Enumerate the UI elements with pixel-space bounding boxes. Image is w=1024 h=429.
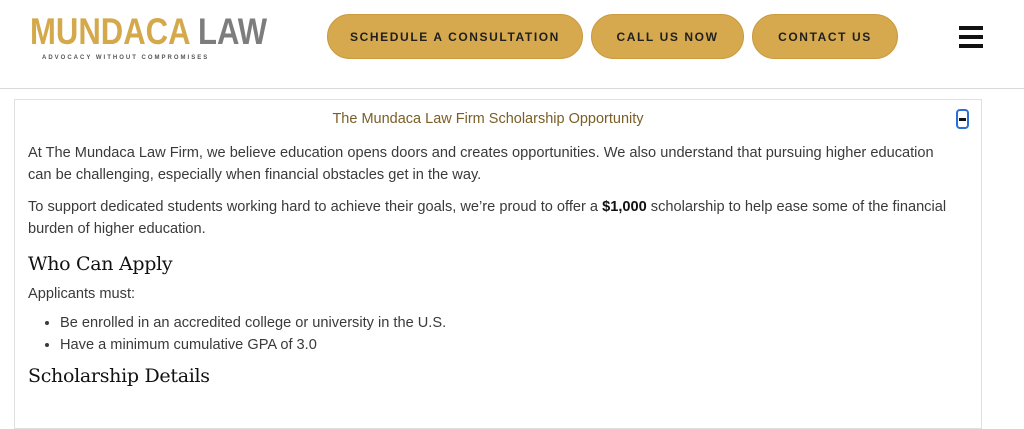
requirements-list [28,312,958,356]
accordion-content [28,142,958,395]
call-us-now-button[interactable]: CALL US NOW [591,14,744,59]
hamburger-icon[interactable] [959,26,983,48]
hamburger-bar [959,26,983,30]
minus-icon[interactable] [956,109,969,129]
applicants-label: Applicants must: [28,286,136,302]
who-can-apply-heading: Who Can Apply [28,253,173,275]
list-item: • Have a minimum cumulative GPA of 3.0 [60,334,958,356]
scholarship-amount: $1,000 [602,199,647,215]
intro-paragraph: At The Mundaca Law Firm, we believe education opens doors and creates opportunities. We also understand that pursuing higher education can be challenging, especially when financial obstacles get in the way. [28,145,934,183]
logo-word-mundaca: MUNDACA [30,11,190,52]
minus-bar [959,118,966,121]
site-header [0,0,1024,89]
logo-tagline: ADVOCACY WITHOUT COMPROMISES [42,55,210,61]
logo-word-law: LAW [198,11,268,52]
logo[interactable] [30,11,268,61]
support-text-end: scholarship to help ease some of the financial burden of higher education. [28,199,947,237]
hamburger-bar [959,44,983,48]
support-text-start: To support dedicated students working hard to achieve their goals, we’re proud to offer a [28,199,603,215]
scholarship-details-heading: Scholarship Details [28,365,210,387]
accordion-title[interactable]: The Mundaca Law Firm Scholarship Opportunity [332,111,644,127]
hamburger-bar [959,35,983,39]
list-item: • Be enrolled in an accredited college or university in the U.S. [60,312,958,334]
contact-us-button[interactable]: CONTACT US [752,14,898,59]
logo-wordmark [30,11,268,52]
scholarship-accordion [14,99,982,429]
support-paragraph [28,196,958,240]
schedule-consultation-button[interactable]: SCHEDULE A CONSULTATION [327,14,583,59]
